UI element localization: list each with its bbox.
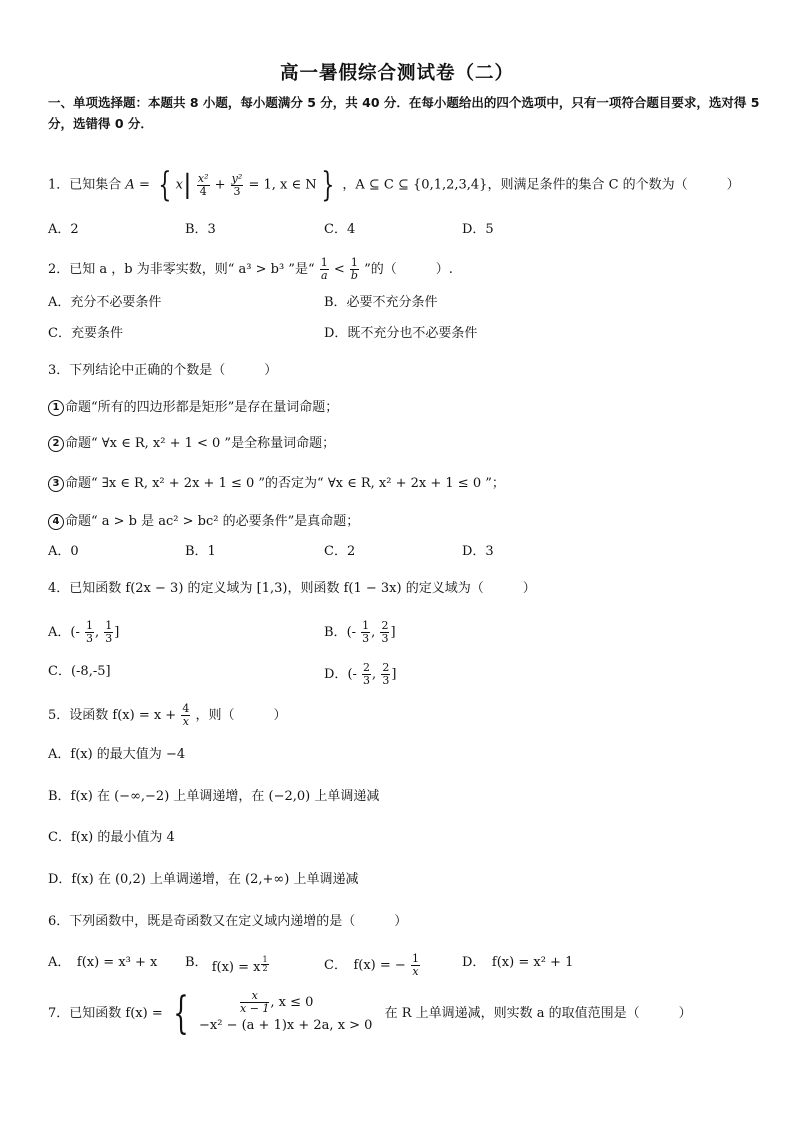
page-title: 高一暑假综合测试卷（二）	[279, 63, 514, 84]
q1-option-a[interactable]: A．2	[48, 222, 79, 237]
q7-case1-den: x − 1	[240, 1002, 270, 1015]
q5-stem-suffix: ，则（ ）	[195, 708, 287, 723]
q4-a-lparen: (-	[70, 625, 80, 640]
q1-option-d[interactable]: D．5	[462, 222, 494, 237]
q6-c-prefix: C． f(x) = −	[324, 958, 406, 973]
q4-a-label: A．	[48, 625, 71, 640]
q6-c-den: x	[412, 965, 419, 978]
q4-d-f2d: 3	[382, 674, 390, 687]
q3-item-4-text: 命题“ a > b 是 ac² > bc² 的必要条件”是真命题；	[65, 514, 360, 529]
q4-option-d[interactable]: D．(- $\frac{2}{3}$ , $\frac{2}{3}$ ]	[324, 661, 397, 687]
q4-option-a[interactable]: A．(- $\frac{1}{3}$ , $\frac{1}{3}$ ]	[48, 619, 120, 645]
q4-b-label: B．	[324, 625, 347, 640]
q3-item-4-number: 4	[48, 514, 64, 530]
question-2: 2．已知 a ，b 为非零实数，则“ a³ > b³ ”是“ $\frac{1}{a}$ < $\frac{1}{b}$ ”的（ ）.	[48, 256, 453, 282]
q2-frac-num-1: 1	[320, 256, 328, 269]
q4-b-lparen: (-	[346, 625, 357, 640]
q6-stem: 6．下列函数中，既是奇函数又在定义域内递增的是（ ）	[48, 914, 408, 929]
q4-d-lparen: (-	[347, 667, 357, 682]
q1-option-b[interactable]: B．3	[185, 222, 216, 237]
q1-num1: x²	[197, 171, 209, 185]
q4-b-f2n: 2	[381, 619, 389, 632]
q4-c-text: (-8,-5]	[70, 664, 111, 679]
q3-stem: 3．下列结论中正确的个数是（ ）	[48, 363, 278, 378]
q3-item-1	[48, 398, 338, 418]
q1-num2: y²	[231, 171, 243, 185]
q3-item-3-text: 命题“ ∃x ∈ R, x² + 2x + 1 ≤ 0 ”的否定为“ ∀x ∈ R, x² + 2x + 1 ≤ 0 ”；	[65, 476, 505, 491]
q4-d-f1d: 3	[363, 674, 371, 687]
q1-prefix: 1．已知集合	[48, 177, 122, 193]
q4-d-f1n: 2	[363, 661, 371, 674]
q4-a-rparen: ]	[114, 625, 120, 640]
q1-den2: 3	[233, 184, 241, 198]
q3-option-a[interactable]: A．0	[48, 544, 79, 559]
q3-item-1-text: 命题“所有的四边形都是矩形”是存在量词命题；	[65, 400, 339, 415]
q3-item-3-number: 3	[48, 476, 64, 492]
q7-case2: −x² − (a + 1)x + 2a, x > 0	[199, 1018, 373, 1033]
q3-item-2-text: 命题“ ∀x ∈ R, x² + 1 < 0 ”是全称量词命题；	[65, 436, 336, 451]
q4-option-b[interactable]: B．(- $\frac{1}{3}$ , $\frac{2}{3}$ ]	[324, 619, 396, 645]
q6-b-base: f(x) = x	[211, 960, 261, 975]
q4-a-f1n: 1	[86, 619, 93, 632]
q7-case1-cond: , x ≤ 0	[270, 995, 314, 1010]
q4-option-c[interactable]	[48, 662, 111, 682]
q5-option-c[interactable]: C．f(x) 的最小值为 4	[48, 830, 175, 845]
q3-item-2	[48, 434, 335, 454]
q6-option-b[interactable]	[185, 953, 270, 973]
q2-frac-num-2: 1	[350, 256, 358, 269]
q2-option-c[interactable]: C．充要条件	[48, 326, 123, 341]
q5-stem-prefix: 5．设函数 f(x) = x +	[48, 708, 177, 723]
q6-b-exp-num: 1	[262, 955, 268, 964]
q4-b-rparen: ]	[390, 625, 396, 640]
q5-frac-den: x	[182, 715, 189, 728]
q4-a-f1d: 3	[86, 632, 93, 645]
q4-stem: 4．已知函数 f(2x − 3) 的定义域为 [1,3)，则函数 f(1 − 3x) 的定义域为（ ）	[48, 581, 536, 596]
q4-b-f1d: 3	[362, 632, 370, 645]
q7-case1-num: x	[240, 990, 269, 1003]
q2-frac-b: b	[350, 269, 358, 282]
q3-item-2-number: 2	[48, 436, 64, 452]
q4-d-rparen: ]	[391, 667, 397, 682]
q6-c-num: 1	[411, 952, 419, 965]
q2-frac-a: a	[320, 269, 328, 282]
q4-d-f2n: 2	[382, 661, 390, 674]
q7-suffix: 在 R 上单调递减，则实数 a 的取值范围是（ ）	[384, 1006, 692, 1021]
q4-c-label: C．	[48, 664, 71, 679]
q3-option-c[interactable]: C．2	[324, 544, 356, 559]
q5-option-d[interactable]: D．f(x) 在 (0,2) 上单调递增，在 (2,+∞) 上单调递减	[48, 872, 359, 887]
q5-frac-num: 4	[182, 702, 190, 715]
question-7: 7．已知函数 f(x) = { $\frac{x}{x - 1}$ , x ≤ 0 −x² − (a + 1)x + 2a, x > 0 在 R 上单调递减，则实数 a 的取值范围是（ ）	[48, 987, 692, 1039]
q6-b-exp-den: 2	[262, 964, 268, 973]
q4-d-label: D．	[324, 667, 348, 682]
q6-option-c[interactable]	[324, 953, 421, 978]
q5-option-a[interactable]: A．f(x) 的最大值为 −4	[48, 747, 186, 762]
q5-stem	[48, 703, 287, 728]
q6-option-a[interactable]: A． f(x) = x³ + x	[48, 955, 158, 970]
q2-option-d[interactable]: D．既不充分也不必要条件	[324, 326, 478, 341]
q1-set-lhs: A	[125, 177, 135, 193]
q3-option-b[interactable]: B．1	[185, 544, 216, 559]
q6-b-prefix: B．	[185, 955, 208, 970]
q2-text1: 2．已知 a ，b 为非零实数，则“ a³ > b³ ”是“	[48, 262, 315, 277]
q5-option-b[interactable]: B．f(x) 在 (−∞,−2) 上单调递增，在 (−2,0) 上单调递减	[48, 789, 380, 804]
q1-option-c[interactable]: C．4	[324, 222, 356, 237]
q6-option-d[interactable]: D． f(x) = x² + 1	[462, 955, 574, 970]
q3-item-1-number: 1	[48, 400, 64, 416]
q7-piecewise	[199, 990, 372, 1037]
section-header: 一、单项选择题：本题共 8 小题，每小题满分 5 分，共 40 分．在每小题给出的四个选项中，只有一项符合题目要求，选对得 5 分，选错得 0 分．	[48, 95, 760, 131]
q1-den1: 4	[199, 184, 207, 198]
q1-cond: ，A ⊆ C ⊆ {0,1,2,3,4}，则满足条件的集合 C 的个数为（ ）	[342, 177, 740, 193]
q1-tail: = 1, x ∈ N	[248, 177, 317, 193]
q3-item-3	[48, 474, 505, 494]
q4-b-f2d: 3	[381, 632, 389, 645]
q3-option-d[interactable]: D．3	[462, 544, 494, 559]
q2-option-b[interactable]: B．必要不充分条件	[324, 295, 438, 310]
q4-a-f2d: 3	[105, 632, 113, 645]
q2-option-a[interactable]: A．充分不必要条件	[48, 295, 162, 310]
q4-b-f1n: 1	[362, 619, 370, 632]
question-1: 1．已知集合 A = { x| $\frac{\text{x²}}{4}$ + $\frac{\text{y²}}{3}$ = 1, x ∈ N } ，A ⊆ C ⊆ {0,1,2,3,4}，则满足条件的集合 C 的个数为（ ）	[48, 165, 740, 205]
q7-prefix: 7．已知函数 f(x) =	[48, 1006, 163, 1021]
q4-a-f2n: 1	[105, 619, 113, 632]
q2-text2: ”的（ ）.	[364, 262, 453, 277]
q3-item-4	[48, 512, 359, 532]
